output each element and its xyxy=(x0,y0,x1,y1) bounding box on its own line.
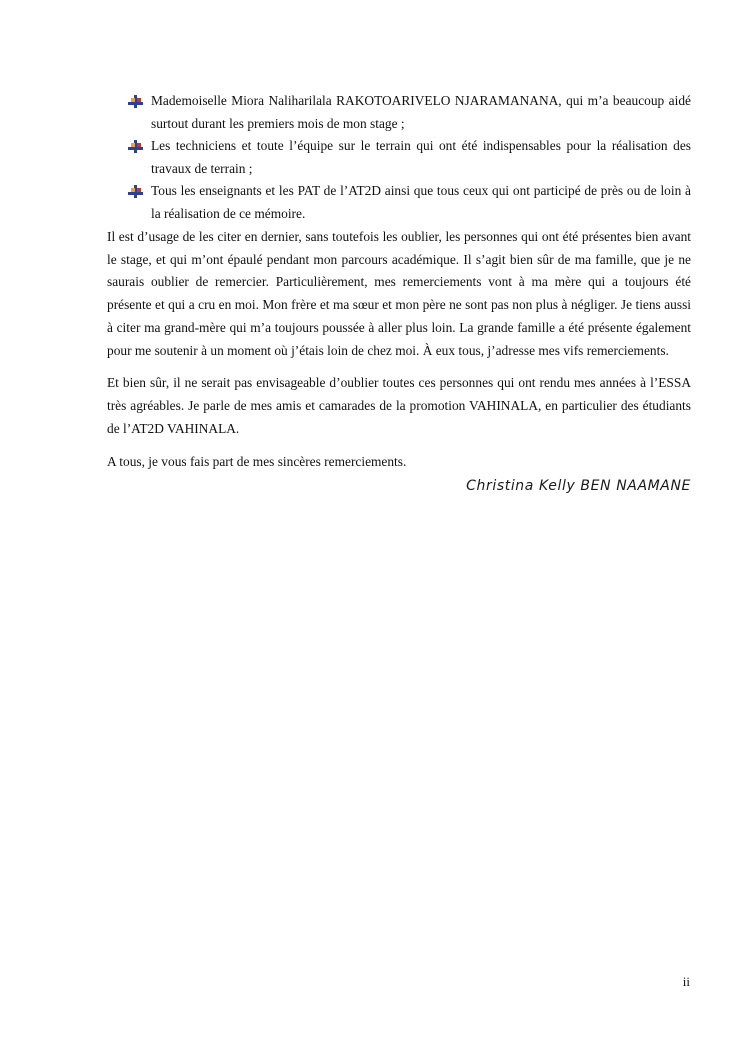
closing-paragraph: A tous, je vous fais part de mes sincères remerciements. xyxy=(107,454,407,470)
list-item xyxy=(107,90,691,135)
family-paragraph: Il est d’usage de les citer en dernier, sans toutefois les oublier, les personnes qui ont été présentes bien avant le stage, et qui m’ont épaulé pendant mon parcours académique. Il s’agit bien sûr de ma famille, que je ne saurais oublier de remercier. Particulièrement, mes remerciements vont à ma mère qui a toujours été présente et qui a cru en moi. Mon frère et ma sœur et mon père ne sont pas non plus à négliger. Je tiens aussi à citer ma grand-mère qui m’a toujours poussée à aller plus loin. La grande famille a été présente également pour me soutenir à un moment où j’étais loin de chez moi. À eux tous, j’adresse mes vifs remerciements. xyxy=(107,229,691,358)
list-item-text: Tous les enseignants et les PAT de l’AT2D ainsi que tous ceux qui ont participé de près ou de loin à la réalisation de ce mémoire. xyxy=(151,183,691,221)
friends-paragraph: Et bien sûr, il ne serait pas envisageable d’oublier toutes ces personnes qui ont rendu mes années à l’ESSA très agréables. Je parle de mes amis et camarades de la promotion VAHINALA, en particulier des étudiants de l’AT2D VAHINALA. xyxy=(107,375,691,436)
signature: Christina Kelly BEN NAAMANE xyxy=(466,478,691,495)
acknowledgement-list xyxy=(107,90,691,225)
list-item xyxy=(107,135,691,180)
list-item-text: Les techniciens et toute l’équipe sur le terrain qui ont été indispensables pour la réalisation des travaux de terrain ; xyxy=(151,138,691,176)
page-number: ii xyxy=(682,974,690,989)
document-page xyxy=(107,90,691,494)
list-item-text: Mademoiselle Miora Naliharilala RAKOTOARIVELO NJARAMANANA, qui m’a beaucoup aidé surtout durant les premiers mois de mon stage ; xyxy=(151,93,691,131)
list-item xyxy=(107,180,691,225)
cross-bullet-icon xyxy=(128,140,143,153)
cross-bullet-icon xyxy=(128,185,143,198)
cross-bullet-icon xyxy=(128,95,143,108)
